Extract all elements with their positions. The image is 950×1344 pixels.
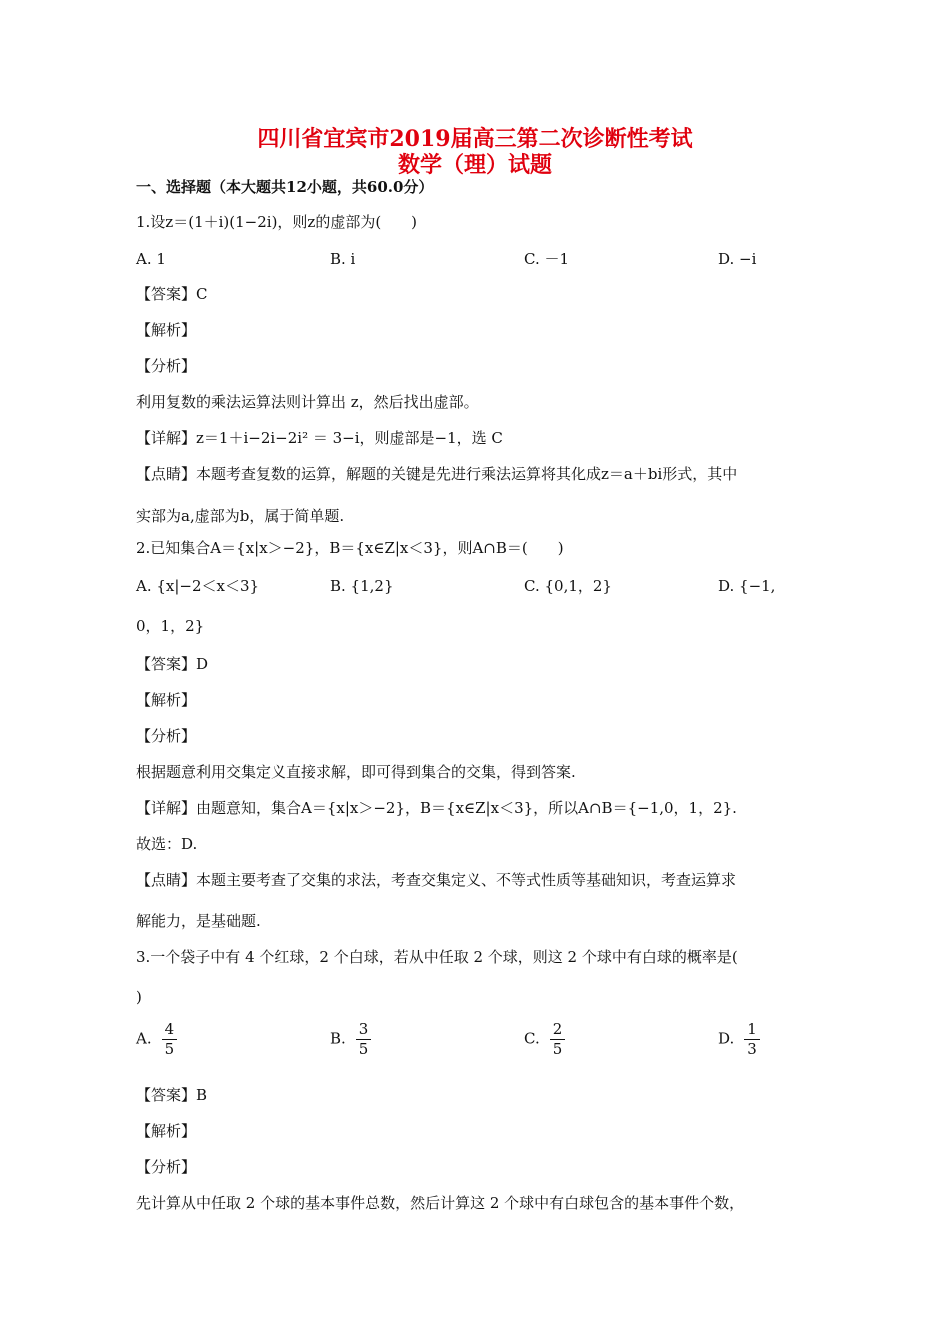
q2-analysis-label: 【解析】 (136, 691, 197, 709)
q3-option-b-fraction (356, 1020, 372, 1059)
q2-comment-2: 解能力，是基础题. (136, 912, 261, 930)
q3-option-b-num: 3 (356, 1020, 372, 1040)
q2-option-b: B. {1,2} (330, 577, 394, 595)
q1-option-c: C. －1 (524, 250, 570, 268)
q2-option-c: C. {0,1，2} (524, 577, 612, 595)
q3-option-d-num: 1 (744, 1020, 760, 1040)
q3-option-a-letter: A. (136, 1029, 152, 1048)
q3-option-b-den: 5 (358, 1040, 369, 1058)
q1-option-d: D. −i (718, 250, 757, 268)
q2-comment-1: 【点睛】本题主要考查了交集的求法，考查交集定义、不等式性质等基础知识，考查运算求 (136, 871, 737, 889)
q2-option-d: D. {−1, (718, 577, 776, 595)
q3-option-c-letter: C. (524, 1029, 540, 1048)
q2-option-a: A. {x|−2＜x＜3} (136, 577, 260, 595)
q3-option-b-letter: B. (330, 1029, 346, 1048)
q3-stem: 3.一个袋子中有 4 个红球，2 个白球，若从中任取 2 个球，则这 2 个球中有白球的概率是( (136, 948, 738, 966)
doc-title-line2: 数学（理）试题 (397, 152, 552, 178)
q3-fenxi-text: 先计算从中任取 2 个球的基本事件总数，然后计算这 2 个球中有白球包含的基本事件个数， (136, 1194, 745, 1212)
q2-conclusion: 故选：D. (136, 835, 198, 853)
q3-option-c (524, 1020, 565, 1059)
q1-fenxi-text: 利用复数的乘法运算法则计算出 z，然后找出虚部。 (136, 393, 479, 411)
doc-title-line1: 四川省宜宾市2019届高三第二次诊断性考试 (257, 126, 693, 152)
q3-option-d-letter: D. (718, 1029, 735, 1048)
q3-answer: 【答案】B (136, 1086, 208, 1104)
q2-fenxi-text: 根据题意利用交集定义直接求解，即可得到集合的交集，得到答案. (136, 763, 576, 781)
q3-option-b (330, 1020, 371, 1059)
q1-comment-1: 【点睛】本题考查复数的运算，解题的关键是先进行乘法运算将其化成z＝a＋bi形式，其中 (136, 465, 738, 483)
q2-option-d-cont: 0，1，2} (136, 617, 205, 635)
q2-detail: 【详解】由题意知，集合A＝{x|x＞−2}，B＝{x∈Z|x＜3}，所以A∩B＝{−1,0，1，2}. (136, 799, 737, 817)
q3-option-a-den: 5 (164, 1040, 175, 1058)
q3-analysis-label: 【解析】 (136, 1122, 197, 1140)
q3-option-a-fraction (162, 1020, 178, 1059)
q1-fenxi-label: 【分析】 (136, 357, 197, 375)
q1-option-b: B. i (330, 250, 356, 268)
q1-analysis-label: 【解析】 (136, 321, 197, 339)
q3-option-d-den: 3 (747, 1040, 757, 1058)
q3-option-a (136, 1020, 177, 1059)
q2-fenxi-label: 【分析】 (136, 727, 197, 745)
q3-option-d (718, 1020, 760, 1059)
q1-detail: 【详解】z＝1＋i−2i−2i² ＝ 3−i，则虚部是−1，选 C (136, 429, 503, 447)
q1-option-a: A. 1 (136, 250, 166, 268)
q3-option-c-den: 5 (552, 1040, 563, 1058)
q1-answer: 【答案】C (136, 285, 208, 303)
q3-option-d-fraction (744, 1020, 760, 1059)
q3-option-c-num: 2 (550, 1020, 566, 1040)
q3-option-a-num: 4 (162, 1020, 178, 1040)
q1-comment-2: 实部为a,虚部为b，属于简单题. (136, 507, 345, 525)
q3-stem-cont: ) (136, 988, 142, 1006)
q2-answer: 【答案】D (136, 655, 209, 673)
q2-stem: 2.已知集合A＝{x|x＞−2}，B＝{x∈Z|x＜3}，则A∩B＝( ) (136, 539, 564, 557)
q3-option-c-fraction (550, 1020, 566, 1059)
section-heading: 一、选择题（本大题共12小题，共60.0分） (136, 178, 434, 196)
q3-fenxi-label: 【分析】 (136, 1158, 197, 1176)
q1-stem: 1.设z＝(1＋i)(1−2i)，则z的虚部为( ) (136, 213, 418, 231)
